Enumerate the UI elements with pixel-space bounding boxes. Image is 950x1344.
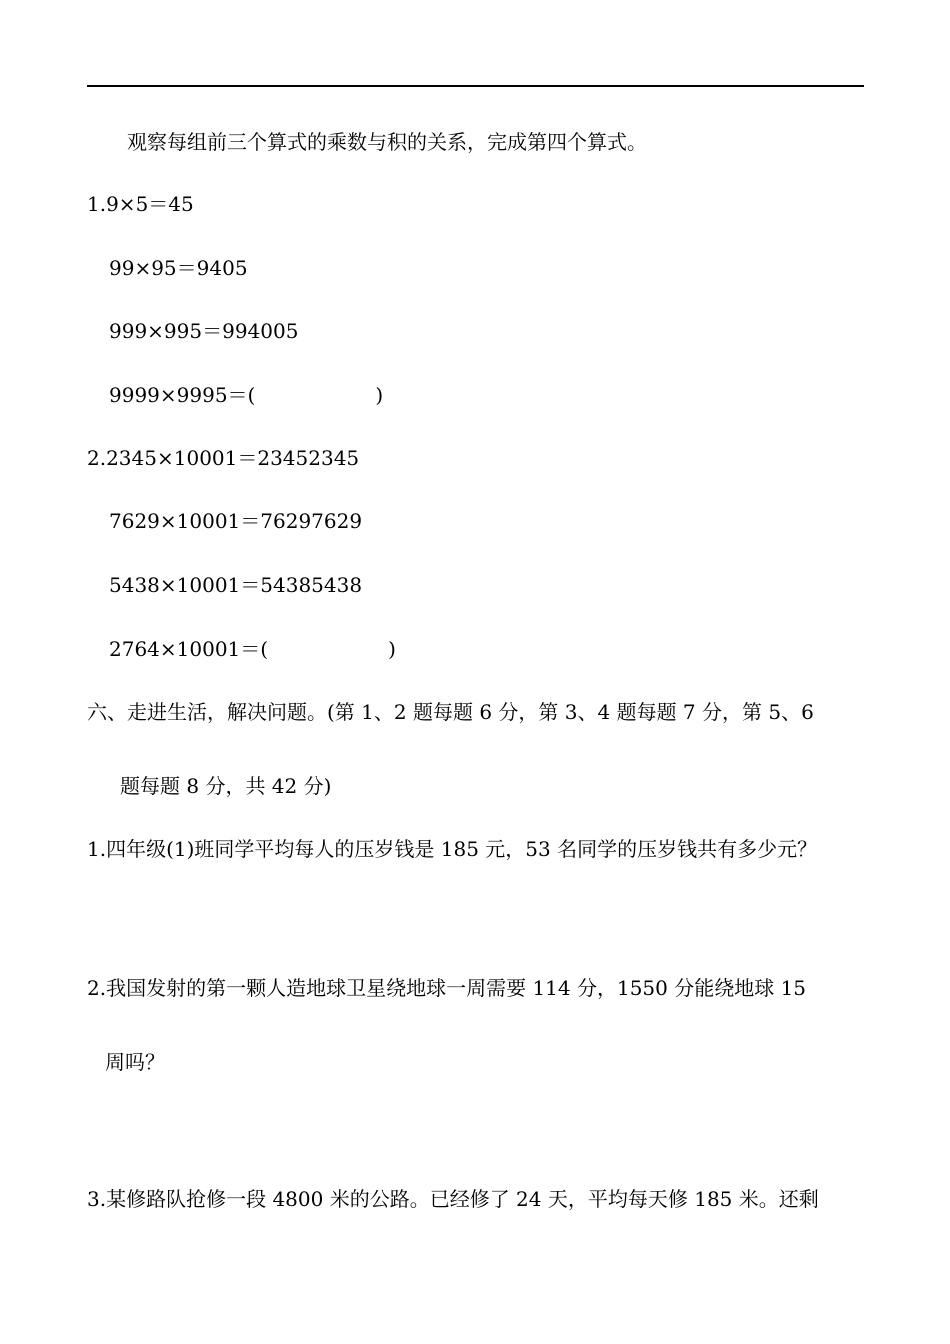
section6-heading-line2: 题每题 8 分，共 42 分)	[120, 774, 332, 798]
problem-1: 1.四年级(1)班同学平均每人的压岁钱是 185 元，53 名同学的压岁钱共有多少元？	[87, 837, 818, 861]
group2-equation-1: 2.2345×10001＝23452345	[87, 446, 360, 470]
problem-3-line1: 3.某修路队抢修一段 4800 米的公路。已经修了 24 天，平均每天修 185 米。还剩	[87, 1187, 819, 1211]
problem-2-line2: 周吗？	[105, 1050, 165, 1074]
intro-instruction: 观察每组前三个算式的乘数与积的关系，完成第四个算式。	[127, 130, 647, 154]
problem-2-line1: 2.我国发射的第一颗人造地球卫星绕地球一周需要 114 分，1550 分能绕地球 15	[87, 976, 807, 1000]
group1-equation-2: 99×95＝9405	[109, 256, 248, 280]
section6-heading-line1: 六、走进生活，解决问题。(第 1、2 题每题 6 分，第 3、4 题每题 7 分，第 5、6	[87, 700, 814, 724]
group2-equation-4-prefix: 2764×10001＝(	[109, 637, 269, 661]
group1-equation-4-suffix: )	[375, 383, 384, 407]
group1-equation-4-prefix: 9999×9995＝(	[109, 383, 256, 407]
group2-equation-4	[109, 637, 396, 661]
header-rule	[87, 85, 864, 87]
group2-equation-4-suffix: )	[388, 637, 396, 661]
group1-equation-1: 1.9×5＝45	[87, 192, 194, 216]
group1-equation-4	[109, 383, 383, 407]
group2-equation-3: 5438×10001＝54385438	[109, 573, 363, 597]
group2-equation-2: 7629×10001＝76297629	[109, 509, 363, 533]
group1-equation-3: 999×995＝994005	[109, 319, 299, 343]
